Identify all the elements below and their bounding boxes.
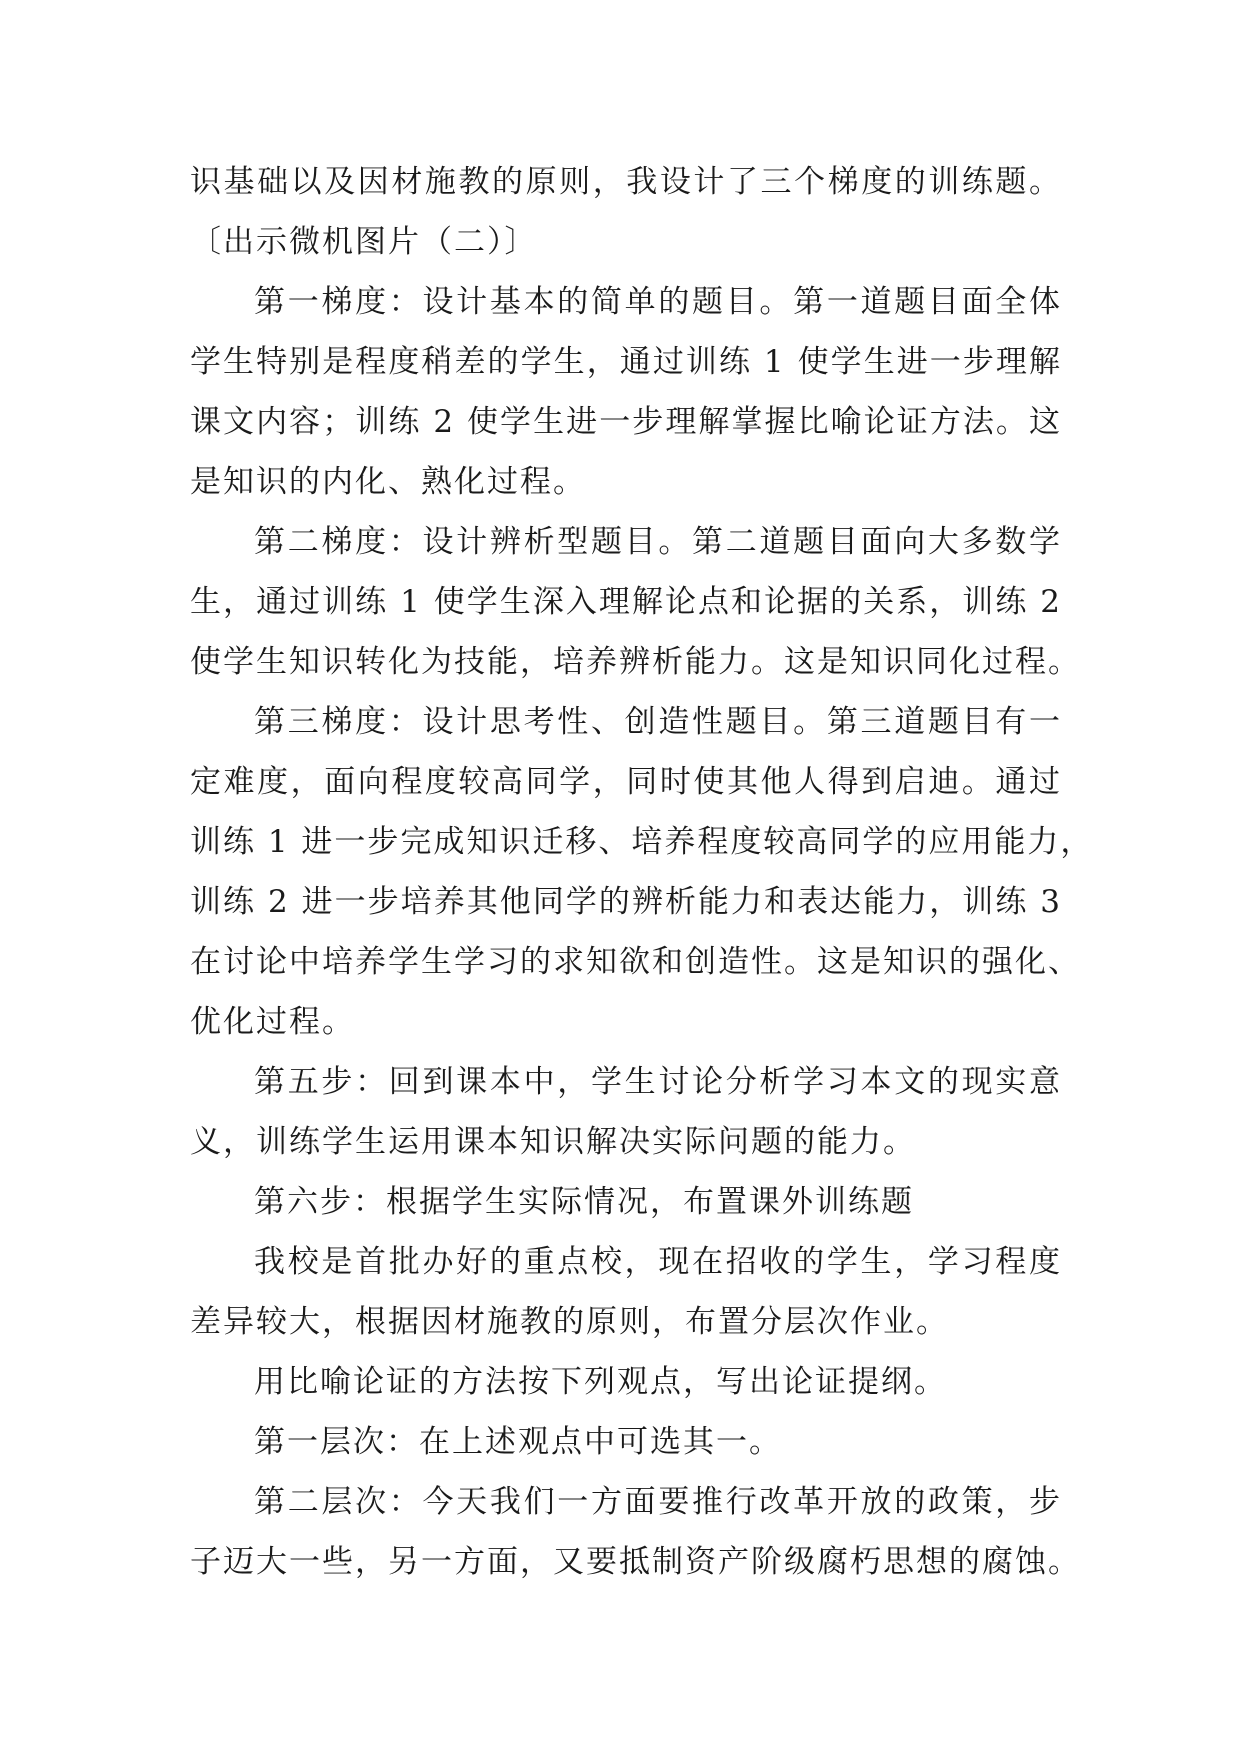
text-line: 〔出示微机图片（二）〕 bbox=[190, 224, 538, 260]
text-line: 义，训练学生运用课本知识解决实际问题的能力。 bbox=[190, 1124, 916, 1160]
paragraph-first-line: 第五步：回到课本中，学生讨论分析学习本文的现实意 bbox=[254, 1064, 1062, 1100]
text-line: 训练 1 进一步完成知识迁移、培养程度较高同学的应用能力， bbox=[190, 824, 1094, 860]
paragraph-first-line: 用比喻论证的方法按下列观点，写出论证提纲。 bbox=[254, 1364, 947, 1400]
text-line: 优化过程。 bbox=[190, 1004, 355, 1040]
text-line: 学生特别是程度稍差的学生，通过训练 1 使学生进一步理解 bbox=[190, 344, 1062, 380]
paragraph-first-line: 第一层次：在上述观点中可选其一。 bbox=[254, 1424, 782, 1460]
paragraph-first-line: 第三梯度：设计思考性、创造性题目。第三道题目有一 bbox=[254, 704, 1062, 740]
document-body bbox=[190, 152, 1094, 1592]
text-line: 生，通过训练 1 使学生深入理解论点和论据的关系，训练 2 bbox=[190, 584, 1062, 620]
text-line: 差异较大，根据因材施教的原则，布置分层次作业。 bbox=[190, 1304, 949, 1340]
text-line: 课文内容；训练 2 使学生进一步理解掌握比喻论证方法。这 bbox=[190, 404, 1062, 440]
text-line: 在讨论中培养学生学习的求知欲和创造性。这是知识的强化、 bbox=[190, 944, 1081, 980]
paragraph-first-line: 我校是首批办好的重点校，现在招收的学生，学习程度 bbox=[254, 1244, 1062, 1280]
paragraph-first-line: 第六步：根据学生实际情况，布置课外训练题 bbox=[254, 1184, 914, 1220]
paragraph-first-line: 第二层次：今天我们一方面要推行改革开放的政策，步 bbox=[254, 1484, 1062, 1520]
text-line: 训练 2 进一步培养其他同学的辨析能力和表达能力，训练 3 bbox=[190, 884, 1062, 920]
text-line: 是知识的内化、熟化过程。 bbox=[190, 464, 586, 500]
text-line: 定难度，面向程度较高同学，同时使其他人得到启迪。通过 bbox=[190, 764, 1062, 800]
text-line: 使学生知识转化为技能，培养辨析能力。这是知识同化过程。 bbox=[190, 644, 1081, 680]
paragraph-first-line: 第一梯度：设计基本的简单的题目。第一道题目面全体 bbox=[254, 284, 1062, 320]
text-line: 识基础以及因材施教的原则，我设计了三个梯度的训练题。 bbox=[190, 164, 1062, 200]
paragraph-first-line: 第二梯度：设计辨析型题目。第二道题目面向大多数学 bbox=[254, 524, 1062, 560]
text-line: 子迈大一些，另一方面，又要抵制资产阶级腐朽思想的腐蚀。 bbox=[190, 1544, 1081, 1580]
